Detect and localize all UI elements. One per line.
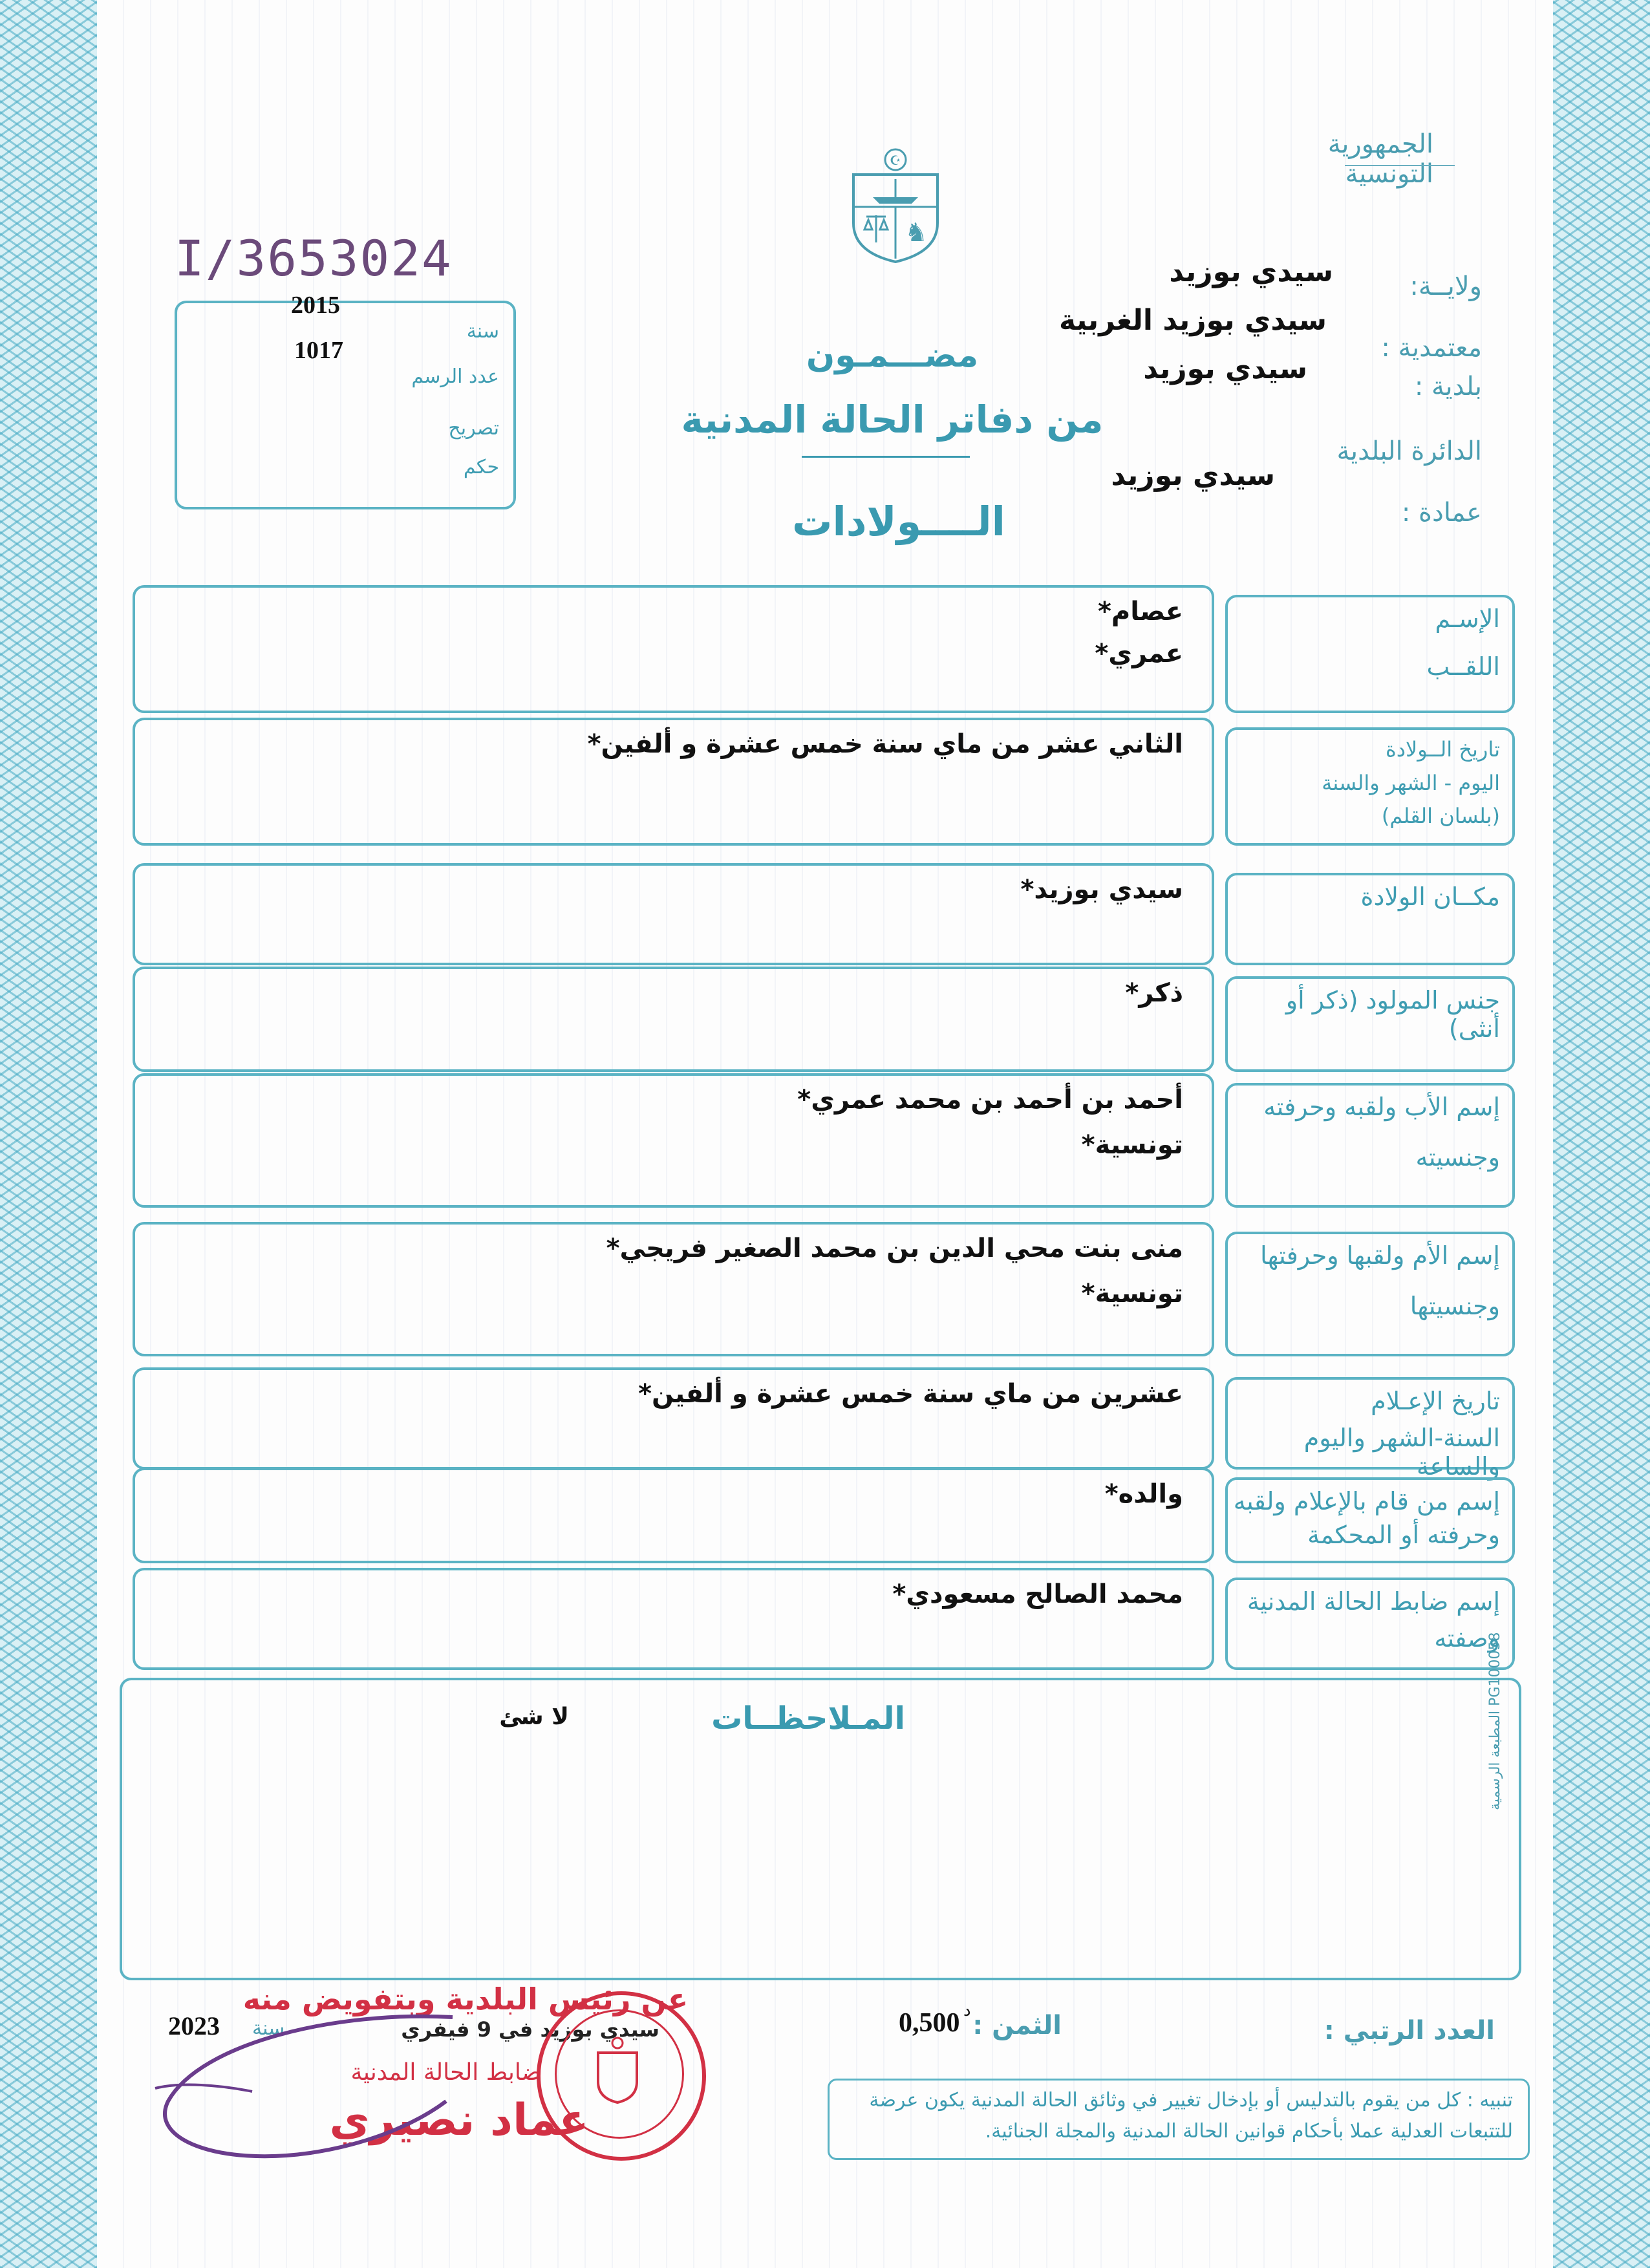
row-value: عشرين من ماي سنة خمس عشرة و ألفين* — [638, 1379, 1183, 1409]
registry-judgment-label: حكم — [463, 456, 499, 478]
municipality-label: بلدية : — [1414, 372, 1482, 401]
row-label: إسم من قام بالإعلام ولقبه — [1233, 1487, 1500, 1515]
republic-label: الجمهورية التونسية — [1327, 129, 1433, 189]
warning-text: تنبيه : كل من يقوم بالتدليس أو بإدخال تغيير في وثائق الحالة المدنية يكون عرضة للتتبعات العدلية عملا بأحكام قوانين الحالة المدنية والمجلة الجنائية. — [869, 2089, 1513, 2143]
delegation-label: معتمدية : — [1381, 333, 1482, 363]
remarks-label: المـلاحظــات — [711, 1700, 905, 1737]
row-label: إسم الأب ولقبه وحرفته — [1263, 1093, 1500, 1121]
row-value: تونسية* — [1081, 1279, 1183, 1309]
year-label: سنة — [252, 2017, 285, 2040]
row-label: إسم ضابط الحالة المدنية — [1247, 1587, 1500, 1616]
row-label: إسم الأم ولقبها وحرفتها — [1260, 1241, 1500, 1270]
row-value: محمد الصالح مسعودي* — [892, 1579, 1183, 1609]
officer-role: ضابط الحالة المدنية — [350, 2059, 542, 2086]
registry-number-label: عدد الرسم — [411, 365, 499, 388]
title-line1: مضـــمـون — [806, 336, 979, 375]
row-label: (بلسان القلم) — [1381, 804, 1500, 829]
registry-year-label: سنة — [466, 320, 499, 343]
price-unit: د — [963, 2001, 971, 2020]
row-value: الثاني عشر من ماي سنة خمس عشرة و ألفين* — [587, 729, 1183, 759]
row-value: منى بنت محي الدين بن محمد الصغير فريجي* — [606, 1234, 1183, 1263]
wilaya-label: ولايــة: — [1409, 272, 1482, 301]
svg-text:☪: ☪ — [890, 153, 901, 168]
row-label: وجنسيته — [1415, 1143, 1500, 1172]
serial-number: I/3653024 — [175, 230, 453, 287]
officer-name: عماد نصيري — [329, 2095, 589, 2146]
printer-label: المطبعة الرسمية PG100058 — [1487, 1632, 1503, 1810]
right-decorative-border — [1553, 0, 1650, 2268]
registry-declaration-label: تصريح — [448, 417, 499, 440]
row-value: عمري* — [1095, 639, 1183, 669]
date-place: سيدي بوزيد في 9 فيفري — [401, 2017, 659, 2042]
title-line3: الــــولادات — [792, 498, 1005, 545]
row-value: والده* — [1104, 1479, 1183, 1509]
row-label: وجنسيتها — [1409, 1292, 1500, 1321]
officer-title: عن رئيس البلدية وبتفويض منه — [242, 1982, 689, 2017]
row-label: اليوم - الشهر والسنة — [1322, 770, 1500, 795]
imada-value: سيدي بوزيد — [1111, 459, 1275, 492]
row-label: جنس المولود (ذكر أو أنثى) — [1285, 986, 1500, 1043]
row-value: ذكر* — [1125, 978, 1183, 1008]
row-value: عصام* — [1098, 597, 1183, 626]
row-value: تونسية* — [1081, 1130, 1183, 1160]
delegation-value: سيدي بوزيد الغربية — [1059, 304, 1327, 337]
coat-of-arms-icon — [844, 145, 947, 265]
title-underline — [802, 456, 970, 458]
registry-year-value: 2015 — [291, 292, 340, 319]
price-value: 0,500 — [899, 2008, 960, 2038]
imada-label: عمادة : — [1401, 498, 1482, 528]
svg-text:♞: ♞ — [905, 218, 928, 248]
serial-number-label: العدد الرتبي : — [1323, 2016, 1495, 2046]
district-label: الدائرة البلدية — [1336, 436, 1482, 466]
left-decorative-border — [0, 0, 97, 2268]
row-label: تاريخ الــولادة — [1385, 737, 1500, 762]
price-label: الثمن : — [972, 2011, 1062, 2040]
row-label: اللقــب — [1426, 652, 1500, 681]
row-label: وحرفته أو المحكمة — [1307, 1521, 1500, 1550]
municipality-value: سيدي بوزيد — [1143, 352, 1307, 385]
row-label: مكــان الولادة — [1360, 883, 1500, 911]
remarks-value: لا شئ — [499, 1704, 569, 1730]
official-stamp-icon — [537, 1991, 706, 2161]
republic-underline — [1345, 165, 1455, 166]
year-value: 2023 — [168, 2011, 220, 2040]
row-value: أحمد بن أحمد بن محمد عمري* — [797, 1085, 1183, 1115]
title-line2: من دفاتر الحالة المدنية — [681, 398, 1104, 442]
signature-icon — [142, 2004, 478, 2172]
row-value: سيدي بوزيد* — [1020, 875, 1183, 904]
row-label: الإسـم — [1435, 604, 1500, 633]
registry-number-value: 1017 — [294, 337, 343, 364]
wilaya-value: سيدي بوزيد — [1169, 255, 1333, 288]
row-label: تاريخ الإعـلام — [1371, 1387, 1500, 1415]
row-label: السنة-الشهر واليوم والساعة — [1303, 1423, 1500, 1481]
row-label: وصفته — [1434, 1623, 1500, 1653]
